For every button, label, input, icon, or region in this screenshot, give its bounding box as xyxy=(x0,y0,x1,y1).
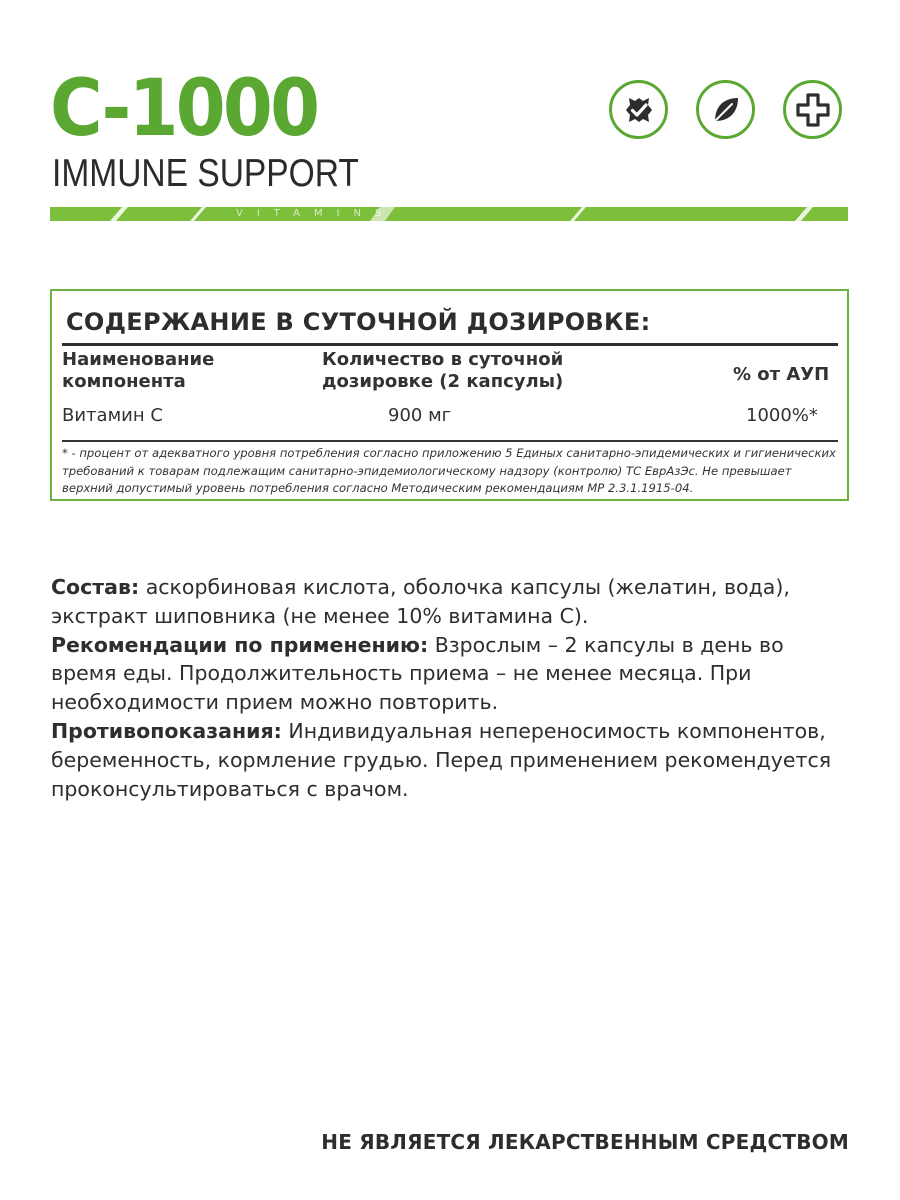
leaf-icon xyxy=(696,80,755,139)
brand-bar xyxy=(50,207,848,221)
brand-bar-label: VITAMINS xyxy=(236,208,396,219)
table-row-name: Витамин С xyxy=(62,405,163,426)
product-subtitle: IMMUNE SUPPORT xyxy=(52,152,359,195)
table-title: СОДЕРЖАНИЕ В СУТОЧНОЙ ДОЗИРОВКЕ: xyxy=(66,308,651,336)
column-header-quantity: Количество в суточной дозировке (2 капсулы) xyxy=(322,349,564,392)
composition-label: Состав: xyxy=(51,575,140,599)
product-title: C-1000 xyxy=(50,64,318,154)
disclaimer: НЕ ЯВЛЯЕТСЯ ЛЕКАРСТВЕННЫМ СРЕДСТВОМ xyxy=(321,1130,849,1154)
leather-check-icon xyxy=(609,80,668,139)
brand-bar-stripes xyxy=(50,207,848,221)
composition-paragraph xyxy=(51,573,851,631)
table-row-quantity: 900 мг xyxy=(388,405,452,426)
product-description xyxy=(51,573,851,803)
table-row-percent: 1000%* xyxy=(746,405,818,426)
table-title-divider xyxy=(62,343,838,346)
medical-cross-icon xyxy=(783,80,842,139)
usage-label: Рекомендации по применению: xyxy=(51,632,429,657)
badge-icons xyxy=(609,80,842,139)
usage-paragraph xyxy=(51,631,851,717)
daily-dose-table xyxy=(50,289,849,501)
contraindications-text: Индивидуальная непереносимость компонентов, беременность, кормление грудью. Перед применением рекомендуется проконсультироваться с врачом. xyxy=(51,718,832,801)
table-row-divider xyxy=(62,440,838,442)
usage-text: Взрослым – 2 капсулы в день во время еды. Продолжительность приема – не менее месяца. При необходимости прием можно повторить. xyxy=(51,632,784,715)
composition-text: аскорбиновая кислота, оболочка капсулы (желатин, вода), экстракт шиповника (не менее 10% витамина С). xyxy=(51,575,790,628)
contraindications-paragraph xyxy=(51,717,851,803)
table-footnote: * - процент от адекватного уровня потребления согласно приложению 5 Единых санитарно-эпидемических и гигиенических требований к товарам подлежащим санитарно-эпидемиологическому надзору (контролю) ТС ЕврАзЭс. Не превышает верхний допустимый уровень потребления согласно Методическим рекомендациям МР 2.3.1.1915-04. xyxy=(62,446,836,495)
contraindications-label: Противопоказания: xyxy=(51,718,282,743)
column-header-percent: % от АУП xyxy=(733,364,830,385)
column-header-name: Наименование компонента xyxy=(62,349,215,392)
